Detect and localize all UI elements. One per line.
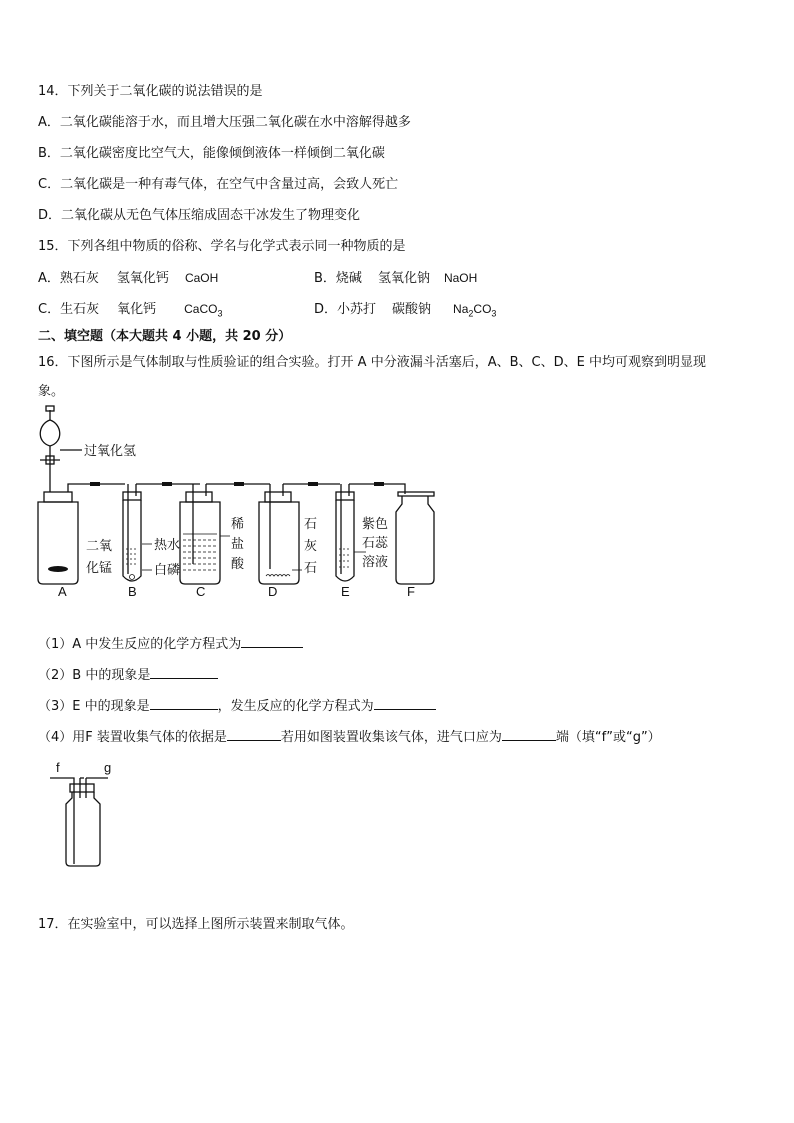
apparatus-figure	[30, 404, 450, 604]
q15-c-name: 氧化钙	[117, 302, 157, 317]
q15-option-c	[38, 300, 222, 322]
q15-a-letter: A．	[38, 271, 60, 286]
label-d-2: 灰	[304, 539, 318, 554]
answer-blank-4a[interactable]	[227, 727, 281, 741]
port-f-label: f	[56, 760, 60, 775]
label-d-1: 石	[304, 517, 318, 532]
port-g-label: g	[104, 760, 112, 775]
q17-stem: 17．在实验室中，可以选择上图所示装置来制取气体。	[38, 917, 354, 932]
answer-blank-3a[interactable]	[150, 696, 218, 710]
label-b-2: 白磷	[154, 563, 181, 578]
section-title: 二、填空题（本大题共 4 小题，共 20 分）	[38, 329, 292, 344]
answer-blank-1[interactable]	[241, 634, 303, 648]
letter-c: C	[196, 584, 206, 599]
letter-e: E	[341, 584, 350, 599]
q15-d-formula: $Na_2CO_3$	[453, 302, 497, 319]
letter-a: A	[58, 584, 67, 599]
q15-c-letter: C．	[38, 302, 61, 317]
q15-option-a	[38, 269, 218, 288]
answer-blank-3b[interactable]	[374, 696, 436, 710]
q15-d-letter: D．	[314, 302, 338, 317]
letter-d: D	[268, 584, 278, 599]
q15-a-common: 熟石灰	[59, 271, 99, 286]
q15-b-name: 氢氧化钠	[377, 271, 430, 286]
q15-d-common: 小苏打	[337, 302, 377, 317]
q15-c-common: 生石灰	[60, 302, 100, 317]
q16-stem-line2: 象。	[38, 384, 65, 399]
q16-sub2: （2）B 中的现象是	[38, 665, 218, 685]
collection-bottle-figure	[44, 758, 124, 870]
label-a-2: 化锰	[86, 561, 113, 576]
letter-b: B	[128, 584, 137, 599]
label-b-1: 热水	[154, 538, 181, 553]
q15-b-letter: B．	[314, 271, 336, 286]
q15-a-name: 氢氧化钙	[116, 271, 169, 286]
q15-d-name: 碳酸钠	[392, 302, 432, 317]
label-d-3: 石	[304, 561, 318, 576]
q15-c-formula: CaCO$_3$	[184, 302, 223, 319]
q15-b-common: 烧碱	[335, 271, 362, 286]
label-e-2: 石蕊	[362, 536, 389, 551]
q14-stem: 14．下列关于二氧化碳的说法错误的是	[38, 84, 263, 99]
label-c-3: 酸	[231, 557, 245, 572]
label-hydrogen-peroxide: 过氧化氢	[84, 444, 137, 459]
q16-sub4: （4）用F 装置收集气体的依据是 若用如图装置收集该气体，进气口应为 端（填“f”或“g”）	[38, 727, 661, 747]
answer-blank-2[interactable]	[150, 665, 218, 679]
label-a-1: 二氧	[86, 539, 113, 554]
q15-a-formula: CaOH	[184, 271, 219, 285]
q15-b-formula: NaOH	[443, 271, 478, 285]
q16-sub3: （3）E 中的现象是 ，发生反应的化学方程式为	[38, 696, 436, 716]
q14-option-c: C．二氧化碳是一种有毒气体，在空气中含量过高，会致人死亡	[38, 177, 399, 192]
q14-option-a: A．二氧化碳能溶于水，而且增大压强二氧化碳在水中溶解得越多	[38, 115, 411, 130]
letter-f: F	[407, 584, 415, 599]
q15-option-d	[314, 300, 496, 322]
q15-stem: 15．下列各组中物质的俗称、学名与化学式表示同一种物质的是	[38, 239, 406, 254]
answer-blank-4b[interactable]	[502, 727, 556, 741]
label-e-1: 紫色	[362, 517, 389, 532]
q16-sub1: （1）A 中发生反应的化学方程式为	[38, 634, 303, 654]
label-e-3: 溶液	[362, 555, 389, 570]
label-c-1: 稀	[231, 517, 245, 532]
q14-option-b: B．二氧化碳密度比空气大，能像倾倒液体一样倾倒二氧化碳	[38, 146, 385, 161]
q16-stem-line1: 16．下图所示是气体制取与性质验证的组合实验。打开 A 中分液漏斗活塞后，A、B、C、D、E 中均可观察到明显现	[38, 355, 706, 370]
label-c-2: 盐	[231, 537, 245, 552]
q14-option-d: D．二氧化碳从无色气体压缩成固态干冰发生了物理变化	[38, 208, 361, 223]
q15-option-b	[314, 269, 477, 288]
